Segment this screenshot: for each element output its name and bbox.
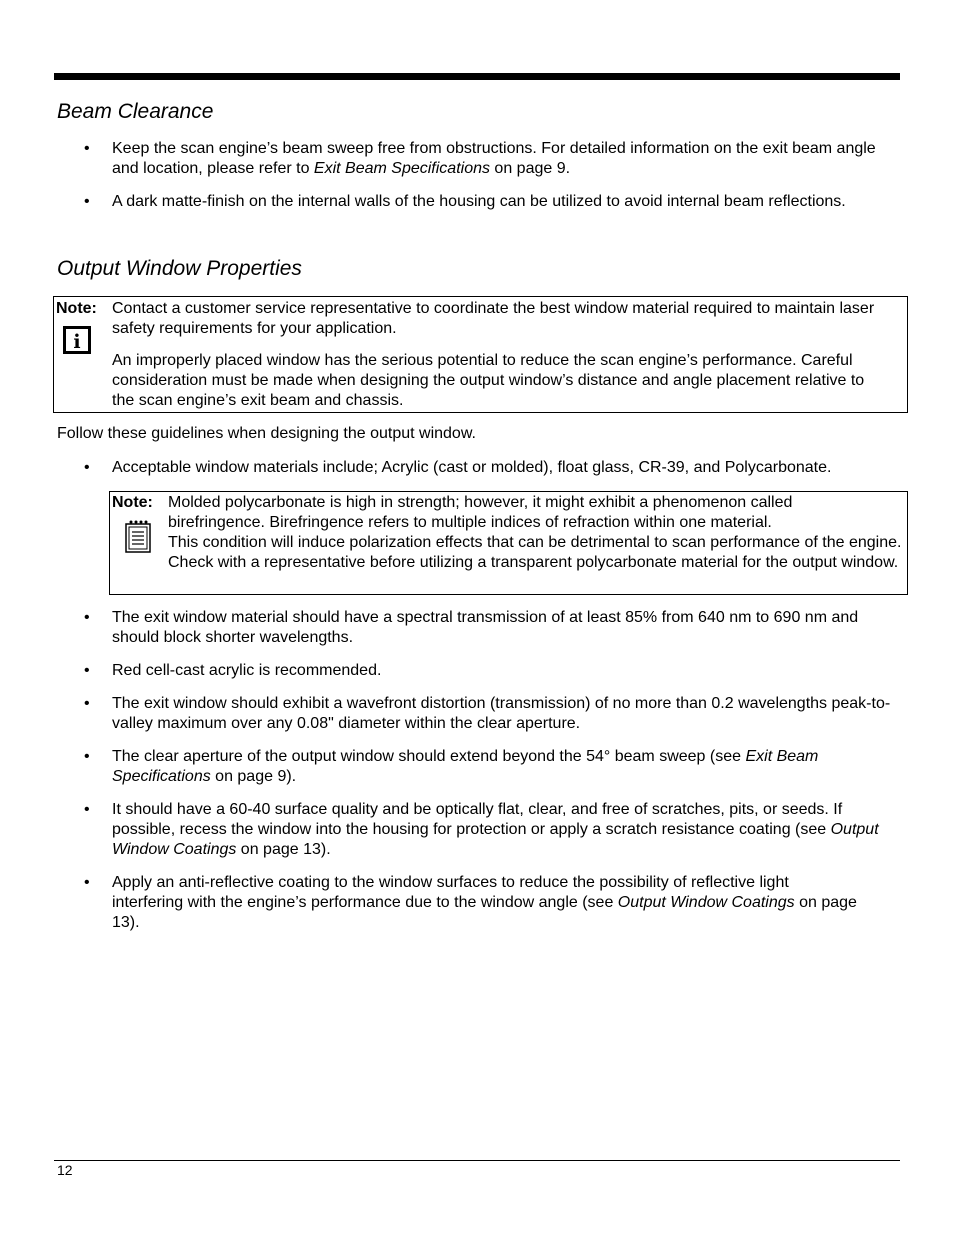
- footer-rule: [54, 1160, 900, 1161]
- page-number: 12: [57, 1162, 73, 1178]
- bullet-text: Keep the scan engine’s beam sweep free from obstructions. For detailed information on the exit beam angle and location, please refer to Exit Beam Specifications on page 9.: [112, 140, 876, 177]
- note-box-polycarbonate: [109, 491, 908, 595]
- bullet-text: Red cell-cast acrylic is recommended.: [112, 662, 382, 679]
- bullet-text: It should have a 60-40 surface quality and be optically flat, clear, and free of scratches, pits, or seeds. If possible, recess the window into the housing for protection or apply a scratch resistance coating (see Output Window Coatings on page 13).: [112, 801, 879, 858]
- bullet-text: The exit window material should have a spectral transmission of at least 85% from 640 nm to 690 nm and should block shorter wavelengths.: [112, 609, 859, 646]
- bullet-text: The clear aperture of the output window should extend beyond the 54° beam sweep (see Exit Beam Specifications on page 9).: [112, 748, 819, 785]
- bullet-glyph: •: [84, 609, 90, 626]
- bullet-text: A dark matte-finish on the internal walls of the housing can be utilized to avoid internal beam reflections.: [112, 193, 846, 210]
- bullet-text: Apply an anti-reflective coating to the window surfaces to reduce the possibility of reflective light interfering with the engine’s performance due to the window angle (see Output Window Coatings on page 13).: [112, 874, 857, 931]
- note-text: This condition will induce polarization effects that can be detrimental to scan performance of the engine. Check with a representative before utilizing a transparent polycarbonate material for the output window.: [168, 534, 902, 571]
- note-text: Molded polycarbonate is high in strength; however, it might exhibit a phenomenon called birefringence. Birefringence refers to multiple indices of refraction within one material.: [168, 494, 793, 531]
- bullet-glyph: •: [84, 459, 90, 476]
- bullet-glyph: •: [84, 140, 90, 157]
- bullet-glyph: •: [84, 748, 90, 765]
- guidelines-intro: Follow these guidelines when designing the output window.: [57, 425, 476, 442]
- note-label: Note:: [112, 494, 153, 511]
- bullet-glyph: •: [84, 695, 90, 712]
- note-box-laser-safety: [53, 296, 908, 413]
- bullet-glyph: •: [84, 662, 90, 679]
- svg-text:i: i: [73, 331, 81, 353]
- bullet-glyph: •: [84, 801, 90, 818]
- note-label: Note:: [56, 300, 97, 317]
- bullet-glyph: •: [84, 874, 90, 891]
- heading-output-window-properties: Output Window Properties: [57, 257, 302, 280]
- bullet-glyph: •: [84, 193, 90, 210]
- notepad-icon: [123, 519, 153, 560]
- top-rule: [54, 73, 900, 80]
- heading-beam-clearance: Beam Clearance: [57, 100, 214, 123]
- info-icon: [63, 326, 91, 359]
- bullet-text: The exit window should exhibit a wavefront distortion (transmission) of no more than 0.2 wavelengths peak-to-valley maximum over any 0.08" diameter within the clear aperture.: [112, 695, 891, 732]
- bullet-text: Acceptable window materials include; Acrylic (cast or molded), float glass, CR-39, and Polycarbonate.: [112, 459, 832, 476]
- note-text: An improperly placed window has the serious potential to reduce the scan engine’s performance. Careful consideration must be made when designing the output window’s distance and angle placement relative to the scan engine’s exit beam and chassis.: [112, 352, 865, 409]
- note-text: Contact a customer service representative to coordinate the best window material required to maintain laser safety requirements for your application.: [112, 300, 875, 337]
